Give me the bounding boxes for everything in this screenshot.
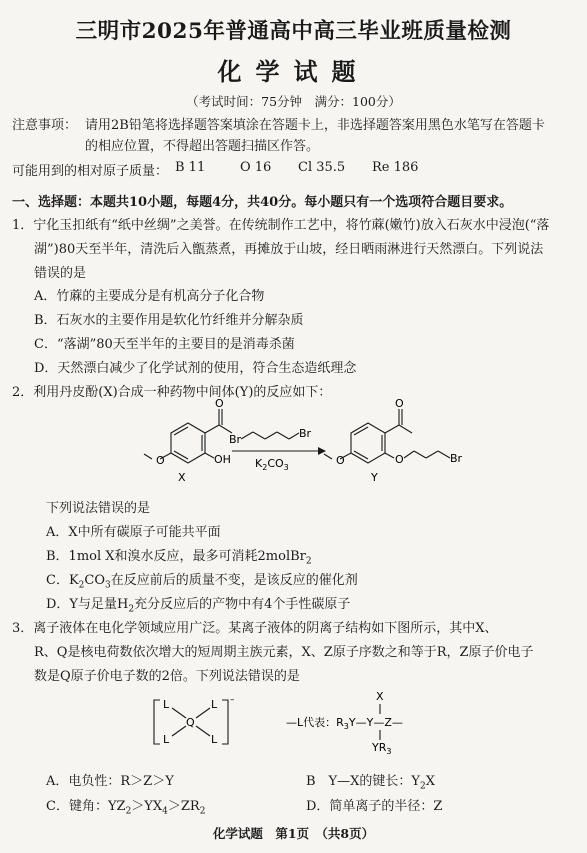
notice-line2: 的相应位置，不得超出答题扫描区作答。	[85, 139, 320, 154]
q1-stem-line3: 错误的是	[34, 266, 87, 281]
q2-option-a: A．X中所有碳原子可能共平面	[46, 525, 221, 540]
anion-l-tl: L	[163, 698, 170, 711]
q3-stem-line2: R、Q是核电荷数依次增大的短周期主族元素，X、Z原子序数之和等于R，Z原子价电子	[34, 645, 534, 660]
q2-question: 下列说法错误的是	[46, 501, 151, 516]
q3-option-c: C．键角：$YZ_2>YX_4>ZR_2$	[46, 799, 206, 817]
anion-l-tr: L	[211, 698, 218, 711]
q1-option-d: D．天然漂白减少了化学试剂的使用，符合生态造纸理念	[34, 361, 357, 376]
reaction-scheme	[0, 395, 587, 495]
y-chain-o: O	[395, 453, 404, 466]
x-carbonyl-o: O	[215, 397, 224, 410]
q3-stem-line1: 3．离子液体在电化学领域应用广泛。某离子液体的阴离子结构如下图所示，其中X、	[12, 621, 498, 636]
legend-line: —L代表：$R_3Y—Y—Z—$	[286, 716, 403, 731]
q1-option-a: A．竹蔴的主要成分是有机高分子化合物	[34, 289, 265, 304]
q1-option-b: B．石灰水的主要作用是软化竹纤维并分解杂质	[34, 313, 304, 328]
page-footer: 化学试题 第1页 （共8页）	[212, 826, 375, 841]
notice-label: 注意事项：	[12, 118, 78, 133]
q1-stem-line1: 1．宁化玉扣纸有“纸中丝绸”之美誉。在传统制作工艺中，将竹蔴(嫩竹)放入石灰水中浸泡(“落	[12, 218, 550, 233]
catalyst-label: $K_2CO_3$	[255, 457, 289, 472]
q1-option-c: C．“落湖”80天至半年的主要目的是消毒杀菌	[34, 337, 295, 352]
anion-l-br: L	[211, 733, 218, 746]
q2-option-d: D．Y与足量$H_2$充分反应后的产物中有4个手性碳原子	[46, 597, 351, 615]
q1-stem-line2: 湖”)80天至半年，清洗后入甑蒸煮，再摊放于山坡，经日晒雨淋进行天然漂白。下列说法	[34, 242, 544, 257]
legend-x: X	[376, 690, 384, 703]
notice-line1: 请用2B铅笔将选择题答案填涂在答题卡上，非选择题答案用黑色水笔写在答题卡	[85, 118, 545, 133]
y-br-label: Br	[450, 452, 463, 465]
q3-option-a: A．电负性：R＞Z＞Y	[46, 774, 174, 789]
y-benzene-ring	[351, 423, 385, 463]
x-label: X	[178, 471, 186, 484]
section1-heading: 一、选择题：本题共10小题，每题4分，共40分。每小题只有一个选项符合题目要求。	[12, 195, 513, 210]
exam-title: 三明市2025年普通高中高三毕业班质量检测	[75, 19, 512, 44]
x-ether-o: O	[156, 454, 165, 467]
anion-center-q: Q	[186, 716, 195, 729]
q3-option-d: D．简单离子的半径：Z	[306, 799, 443, 814]
q3-option-b: B Y—X的键长：$Y_2X$	[306, 774, 435, 792]
legend-yr: $YR_3$	[372, 741, 392, 756]
q3-stem-line3: 数是Q原子价电子数的2倍。下列说法错误的是	[34, 669, 300, 684]
reaction-arrow-head	[318, 447, 326, 455]
exam-info: （考试时间：75分钟 满分：100分）	[186, 94, 401, 109]
atomic-mass-label: 可能用到的相对原子质量：	[12, 164, 169, 179]
reagent-br-end: Br	[299, 427, 312, 440]
q2-option-b: B．1mol X和溴水反应，最多可消耗2molBr$_2$	[46, 549, 312, 567]
y-carbonyl-o: O	[395, 397, 404, 410]
y-ether-o: O	[336, 454, 345, 467]
subject-title: 化学试题	[217, 57, 370, 86]
atomic-mass-b: B 11	[175, 160, 206, 175]
anion-l-bl: L	[163, 733, 170, 746]
q2-option-c: C．$K_2CO_3$在反应前后的质量不变，是该反应的催化剂	[46, 573, 358, 591]
x-oh-label: OH	[214, 453, 231, 466]
atomic-mass-re: Re 186	[372, 160, 419, 175]
y-label: Y	[371, 471, 378, 484]
atomic-mass-o: O 16	[240, 160, 272, 175]
anion-structure	[0, 688, 587, 756]
q2-stem: 2．利用丹皮酚(X)合成一种药物中间体(Y)的反应如下：	[12, 385, 332, 400]
reagent-br-start: Br	[229, 433, 242, 446]
x-benzene-ring	[171, 423, 205, 463]
atomic-mass-cl: Cl 35.5	[298, 160, 346, 175]
anion-charge-label: –	[230, 695, 235, 705]
